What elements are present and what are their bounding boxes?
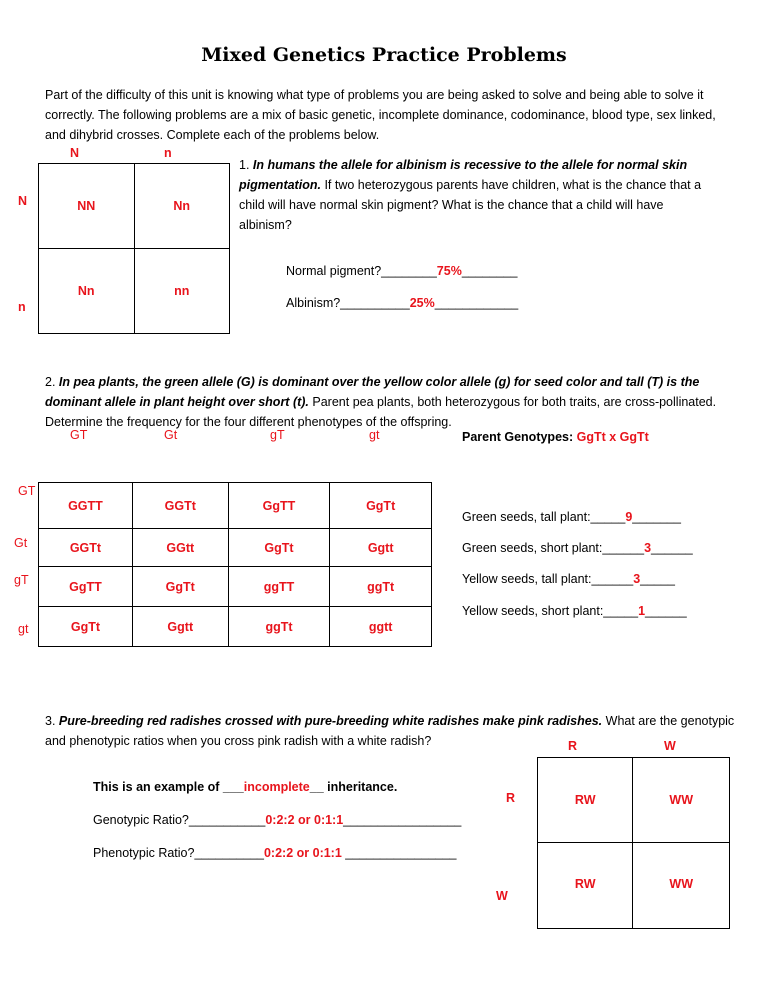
q2-punnett-square bbox=[38, 482, 432, 647]
q2-cell: ggTt bbox=[228, 607, 330, 647]
q1-question bbox=[239, 155, 719, 235]
q2-row-header-4: gt bbox=[18, 622, 29, 636]
q2-row-header-3: gT bbox=[14, 573, 29, 587]
q3-question bbox=[45, 711, 745, 751]
q2-cell: GgTT bbox=[39, 567, 133, 607]
q1-normal-tail: ________ bbox=[461, 264, 518, 278]
q2-answer-label: Green seeds, tall plant:_____ bbox=[462, 510, 626, 524]
page-title: Mixed Genetics Practice Problems bbox=[201, 44, 567, 66]
q2-answer-value: 9 bbox=[625, 510, 633, 524]
q2-cell: Ggtt bbox=[132, 607, 228, 647]
q3-phenotypic-line bbox=[93, 846, 457, 860]
q3-col-header-1: R bbox=[568, 739, 578, 753]
q1-cell: Nn bbox=[134, 164, 230, 249]
q2-number: 2. bbox=[45, 375, 56, 389]
q2-parent-label: Parent Genotypes: bbox=[462, 430, 574, 444]
q2-col-header-1: GT bbox=[70, 428, 88, 442]
q3-col-header-2: W bbox=[664, 739, 676, 753]
q2-cell: GgTT bbox=[228, 483, 330, 529]
q2-answer-value: 3 bbox=[633, 572, 641, 586]
q2-answer-green-tall bbox=[462, 510, 681, 524]
q2-answer-label: Yellow seeds, short plant:_____ bbox=[462, 604, 639, 618]
q1-punnett-square bbox=[38, 163, 230, 334]
q3-cell: RW bbox=[538, 843, 633, 929]
q2-question-text: Parent pea plants, both heterozygous for both traits, are cross-pollinated. Determine the frequency for the four different phenotypes of the offspring. bbox=[45, 395, 717, 429]
q2-answer-value: 1 bbox=[638, 604, 646, 618]
q2-col-header-2: Gt bbox=[164, 428, 178, 442]
q2-cell: ggTt bbox=[330, 567, 432, 607]
q3-geno-label: Genotypic Ratio?___________ bbox=[93, 813, 266, 827]
q3-cell: RW bbox=[538, 758, 633, 843]
q1-albinism-tail: ____________ bbox=[434, 296, 519, 310]
q2-cell: ggtt bbox=[330, 607, 432, 647]
q2-cell: GgTt bbox=[228, 529, 330, 567]
q1-row-header-2: n bbox=[18, 300, 26, 314]
q3-bold-statement: Pure-breeding red radishes crossed with pure-breeding white radishes make pink radishes. bbox=[58, 714, 603, 728]
q1-albinism-label: Albinism?__________ bbox=[286, 296, 410, 310]
q2-cell: GgTt bbox=[39, 607, 133, 647]
q2-cell: GGtt bbox=[132, 529, 228, 567]
q1-col-header-2: n bbox=[164, 146, 172, 160]
q3-cell: WW bbox=[633, 758, 730, 843]
q3-cell: WW bbox=[633, 843, 730, 929]
q3-punnett-square bbox=[537, 757, 730, 929]
q3-genotypic-line bbox=[93, 813, 461, 827]
q1-col-header-1: N bbox=[70, 146, 80, 160]
q3-example-pre: This is an example of ___ bbox=[93, 780, 244, 794]
q1-number: 1. bbox=[239, 158, 250, 172]
q2-cell: Ggtt bbox=[330, 529, 432, 567]
q1-cell: NN bbox=[39, 164, 135, 249]
q2-answer-yellow-tall bbox=[462, 572, 675, 586]
q3-geno-answer: 0:2:2 or 0:1:1 bbox=[265, 813, 344, 827]
q3-pheno-label: Phenotypic Ratio?__________ bbox=[93, 846, 264, 860]
q2-cell: ggTT bbox=[228, 567, 330, 607]
q2-answer-value: 3 bbox=[644, 541, 652, 555]
q3-pheno-answer: 0:2:2 or 0:1:1 bbox=[263, 846, 342, 860]
q2-cell: GgTt bbox=[330, 483, 432, 529]
q2-cell: GGTT bbox=[39, 483, 133, 529]
q1-normal-answer: 75% bbox=[436, 264, 462, 278]
q1-albinism-line bbox=[286, 294, 518, 312]
q3-row-header-1: R bbox=[506, 791, 516, 805]
q2-answer-label: Yellow seeds, tall plant:______ bbox=[462, 572, 634, 586]
q1-normal-label: Normal pigment?________ bbox=[286, 264, 437, 278]
intro-paragraph: Part of the difficulty of this unit is knowing what type of problems you are being asked to solve and being able to solve it correctly. The following problems are a mix of basic genetic, incomplete dominance, codominance, blood type, sex linked, and dihybrid crosses. Complete each of the problems below. bbox=[45, 88, 716, 142]
q3-pheno-tail: ________________ bbox=[341, 846, 457, 860]
q1-cell: Nn bbox=[39, 249, 135, 334]
q3-geno-tail: _________________ bbox=[343, 813, 462, 827]
q1-bold-statement: In humans the allele for albinism is recessive to the allele for normal skin pigmentation. bbox=[239, 158, 688, 192]
q1-row-header-1: N bbox=[18, 194, 28, 208]
q1-question-text: If two heterozygous parents have children, what is the chance that a child will have normal skin pigment? What is the chance that a child will have albinism? bbox=[239, 178, 702, 232]
q2-col-header-4: gt bbox=[369, 428, 380, 442]
q2-answer-tail: _____ bbox=[640, 572, 675, 586]
q2-row-header-2: Gt bbox=[14, 536, 28, 550]
q1-normal-pigment-line bbox=[286, 262, 517, 280]
q2-cell: GGTt bbox=[39, 529, 133, 567]
q2-parent-genotypes bbox=[462, 430, 649, 444]
q2-bold-statement: In pea plants, the green allele (G) is dominant over the yellow color allele (g) for seed color and tall (T) is the dominant allele in plant height over short (t). bbox=[45, 375, 700, 409]
q2-cell: GGTt bbox=[132, 483, 228, 529]
q3-example-answer: incomplete bbox=[243, 780, 310, 794]
q2-question bbox=[45, 372, 745, 432]
q2-parent-value: GgTt x GgTt bbox=[576, 430, 649, 444]
q3-row-header-2: W bbox=[496, 889, 508, 903]
q1-albinism-answer: 25% bbox=[409, 296, 435, 310]
q1-cell: nn bbox=[134, 249, 230, 334]
q2-answer-tail: ______ bbox=[645, 604, 687, 618]
q3-number: 3. bbox=[45, 714, 56, 728]
q2-col-header-3: gT bbox=[270, 428, 285, 442]
q3-example-line bbox=[93, 780, 397, 794]
q2-row-header-1: GT bbox=[18, 484, 36, 498]
q3-question-text: What are the genotypic and phenotypic ratios when you cross pink radish with a white radish? bbox=[45, 714, 735, 748]
q2-answer-label: Green seeds, short plant:______ bbox=[462, 541, 645, 555]
q2-answer-green-short bbox=[462, 541, 693, 555]
q2-answer-tail: _______ bbox=[632, 510, 681, 524]
q2-answer-yellow-short bbox=[462, 604, 687, 618]
q3-example-post: __ inheritance. bbox=[309, 780, 398, 794]
q2-cell: GgTt bbox=[132, 567, 228, 607]
q2-answer-tail: ______ bbox=[651, 541, 693, 555]
